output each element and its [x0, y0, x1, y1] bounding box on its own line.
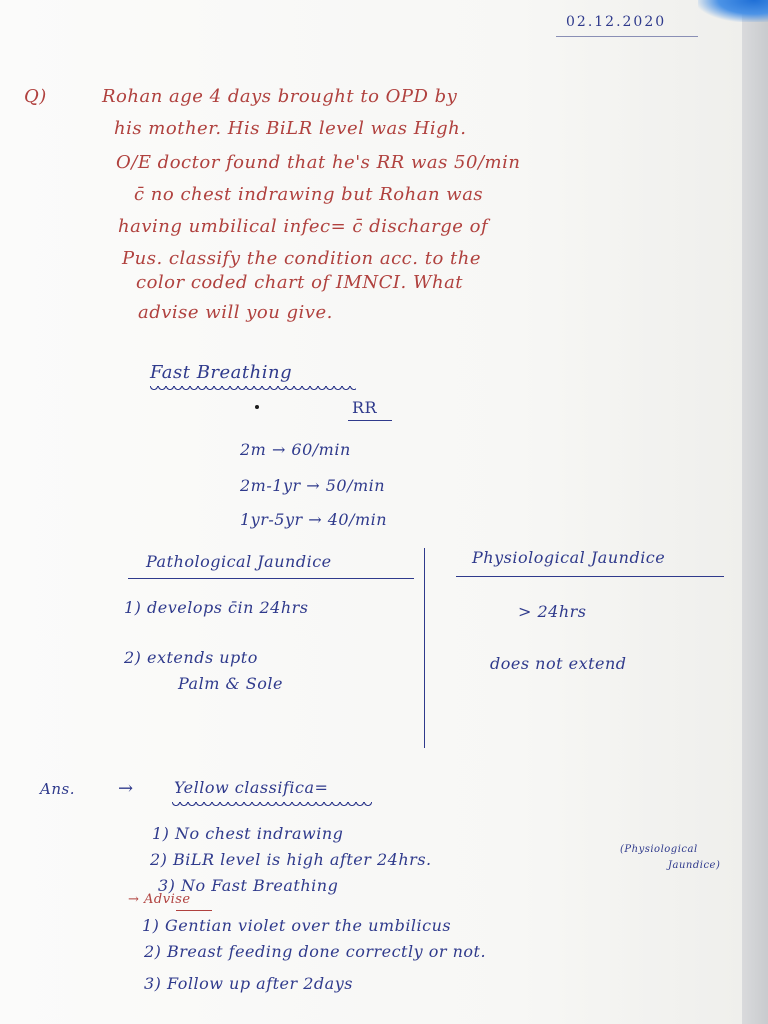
- advise-label: → Advise: [128, 892, 191, 907]
- bullet-dot: [255, 405, 259, 409]
- question-line: Rohan age 4 days brought to OPD by: [102, 86, 458, 107]
- advise-underline: [176, 910, 212, 911]
- rr-underline: [348, 420, 392, 421]
- advice-item: 3) Follow up after 2days: [144, 974, 353, 993]
- question-line: O/E doctor found that he's RR was 50/min: [116, 152, 521, 173]
- classification-wavy-underline: [172, 802, 372, 810]
- table-divider: [424, 548, 425, 748]
- table-header-line-right: [456, 576, 724, 577]
- rr-row: 2m-1yr → 50/min: [240, 476, 386, 495]
- question-line: having umbilical infec= c̄ discharge of: [118, 216, 489, 237]
- pathological-point: Palm & Sole: [178, 674, 283, 693]
- question-line: his mother. His BiLR level was High.: [114, 118, 467, 139]
- question-line: advise will you give.: [138, 302, 333, 323]
- physiological-note: (Physiological: [620, 844, 698, 855]
- physiological-point: does not extend: [490, 654, 627, 673]
- blue-corner-mark: [698, 0, 768, 22]
- reason-item: 1) No chest indrawing: [152, 824, 344, 843]
- rr-row: 1yr-5yr → 40/min: [240, 510, 388, 529]
- physiological-note: Jaundice): [668, 860, 721, 871]
- reason-item: 2) BiLR level is high after 24hrs.: [150, 850, 432, 869]
- reason-item: 3) No Fast Breathing: [158, 876, 339, 895]
- question-line: Pus. classify the condition acc. to the: [122, 248, 481, 269]
- physiological-jaundice-heading: Physiological Jaundice: [472, 548, 666, 567]
- rr-row: 2m → 60/min: [240, 440, 351, 459]
- rr-column-heading: RR: [352, 398, 378, 417]
- advice-item: 2) Breast feeding done correctly or not.: [144, 942, 487, 961]
- question-line: c̄ no chest indrawing but Rohan was: [134, 184, 484, 205]
- answer-label: Ans.: [40, 780, 75, 798]
- page-date: 02.12.2020: [566, 14, 667, 30]
- advice-item: 1) Gentian violet over the umbilicus: [142, 916, 452, 935]
- date-underline: [556, 36, 698, 38]
- pathological-point: 2) extends upto: [124, 648, 258, 667]
- pathological-point: 1) develops c̄in 24hrs: [124, 598, 309, 617]
- pathological-jaundice-heading: Pathological Jaundice: [146, 552, 332, 571]
- heading-wavy-underline: [150, 386, 356, 394]
- answer-arrow: →: [118, 778, 134, 799]
- fast-breathing-heading: Fast Breathing: [150, 362, 293, 383]
- question-label: Q): [24, 86, 47, 107]
- page-edge: [742, 0, 768, 1024]
- physiological-point: > 24hrs: [518, 602, 587, 621]
- table-header-line-left: [128, 578, 414, 579]
- classification: Yellow classifica=: [174, 778, 329, 797]
- question-line: color coded chart of IMNCI. What: [136, 272, 464, 293]
